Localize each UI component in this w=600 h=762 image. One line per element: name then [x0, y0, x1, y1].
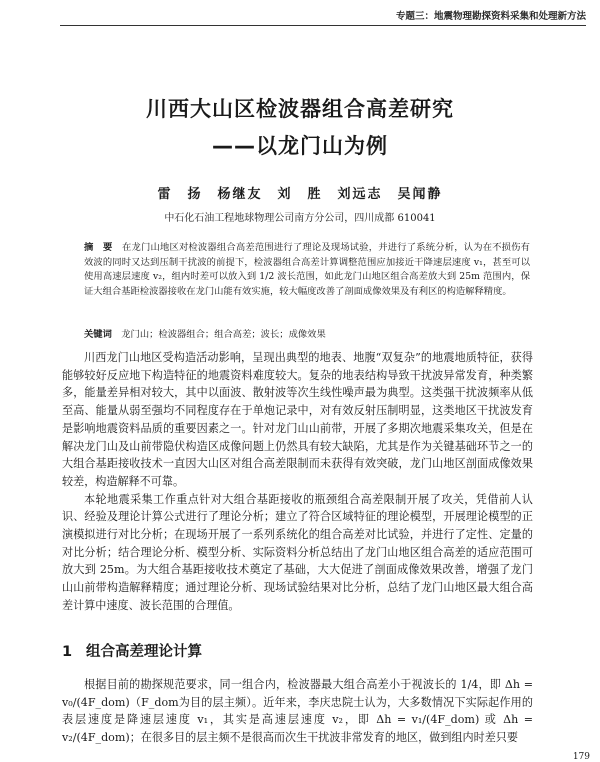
paper-title: 川西大山区检波器组合高差研究	[146, 97, 454, 121]
body-paragraph: 川西龙门山地区受构造活动影响，呈现出典型的地表、地腹“双复杂”的地震地质特征，获得能够较好反应地下构造特征的地震资料难度较大。复杂的地表结构导致干扰波异常发育，种类繁多，能量差异相对较大，其中以面波、散射波等次生线性噪声最为典型。这类强干扰波频率从低至高、能量从弱至强均不同程度存在于单炮记录中，对有效反射压制明显，这类地区干扰波发育是影响地震资料品质的重要因素之一。针对龙门山山前带，开展了多期次地震采集攻关，但是在解决龙门山及山前带隐伏构造区成像问题上仍然具有较大缺陷，尤其是作为关键基础环节之一的大组合基距接收技术一直因大山区对组合高差限制而未获得有效突破，龙门山地区剖面成像效果较差，构造解释不可靠。	[62, 351, 533, 488]
page-number: 179	[572, 752, 590, 762]
paper-subtitle: ——以龙门山为例	[212, 134, 388, 158]
abstract-text: 在龙门山地区对检波器组合高差范围进行了理论及现场试验，并进行了系统分析，认为在不损伤有效波的同时又达到压制干扰波的前提下，检波器组合高差计算调整范围应加接近干降速层速度 v₁，甚至可以使用高速层速度 v₂，组内时差可以放入到 1/2 波长范围，如此龙门山地区组合高差放大到 25m 范围内，保证大组合基距检波器接收在龙门山能有效实施，较大幅度改善了剖面成像效果及有利区的构造解释精度。	[84, 242, 530, 297]
section-number: 1	[62, 644, 73, 660]
keywords-label: 关键词	[84, 329, 112, 340]
body-paragraph: 本轮地震采集工作重点针对大组合基距接收的瓶颈组合高差限制开展了攻关，凭借前人认识、经验及理论计算公式进行了理论分析；建立了符合区域特征的理论模型，开展理论模型的正演模拟进行对比分析；在现场开展了一系列系统化的组合高差对比试验，并进行了定性、定量的对比分析；结合理论分析、模型分析、实际资料分析总结出了龙门山地区组合高差的适应范围可放大到 25m。为大组合基距接收技术奠定了基础，大大促进了剖面成像效果改善，增强了龙门山山前带构造解释精度；通过理论分析、现场试验结果对比分析，总结了龙门山地区最大组合高差计算中速度、波长范围的合理值。	[62, 492, 533, 612]
author-list: 雷 扬 杨继友 刘 胜 刘远志 吴闻静	[157, 187, 443, 202]
running-header: 专题三：地震物理勘探资料采集和处理新方法	[395, 11, 586, 22]
section-heading	[62, 640, 202, 661]
header-rule	[60, 25, 586, 26]
abstract-label: 摘 要	[84, 242, 113, 253]
section-title: 组合高差理论计算	[86, 644, 202, 660]
abstract	[84, 241, 530, 299]
keywords-text: 龙门山；检波器组合；组合高差；波长；成像效果	[121, 329, 326, 340]
body-paragraph: 根据目前的勘探规范要求，同一组合内，检波器最大组合高差小于视波长的 1/4，即 Δh = v₀/(4F_dom)（F_dom为目的层主频）。近年来，李庆忠院士认为，大多数情况下实际起作用的表层速度是降速层速度 v₁，其实是高速层速度 v₂，即 Δh = v₁/(4F_dom) 或 Δh = v₂/(4F_dom)；在很多目的层主频不是很高而次生干扰波非常发育的地区，做到组内时差只要	[62, 678, 533, 745]
intro-section	[62, 349, 533, 615]
section-body	[62, 676, 533, 747]
affiliation: 中石化石油工程地球物理公司南方分公司，四川成都 610041	[164, 213, 436, 224]
keywords	[84, 326, 530, 340]
